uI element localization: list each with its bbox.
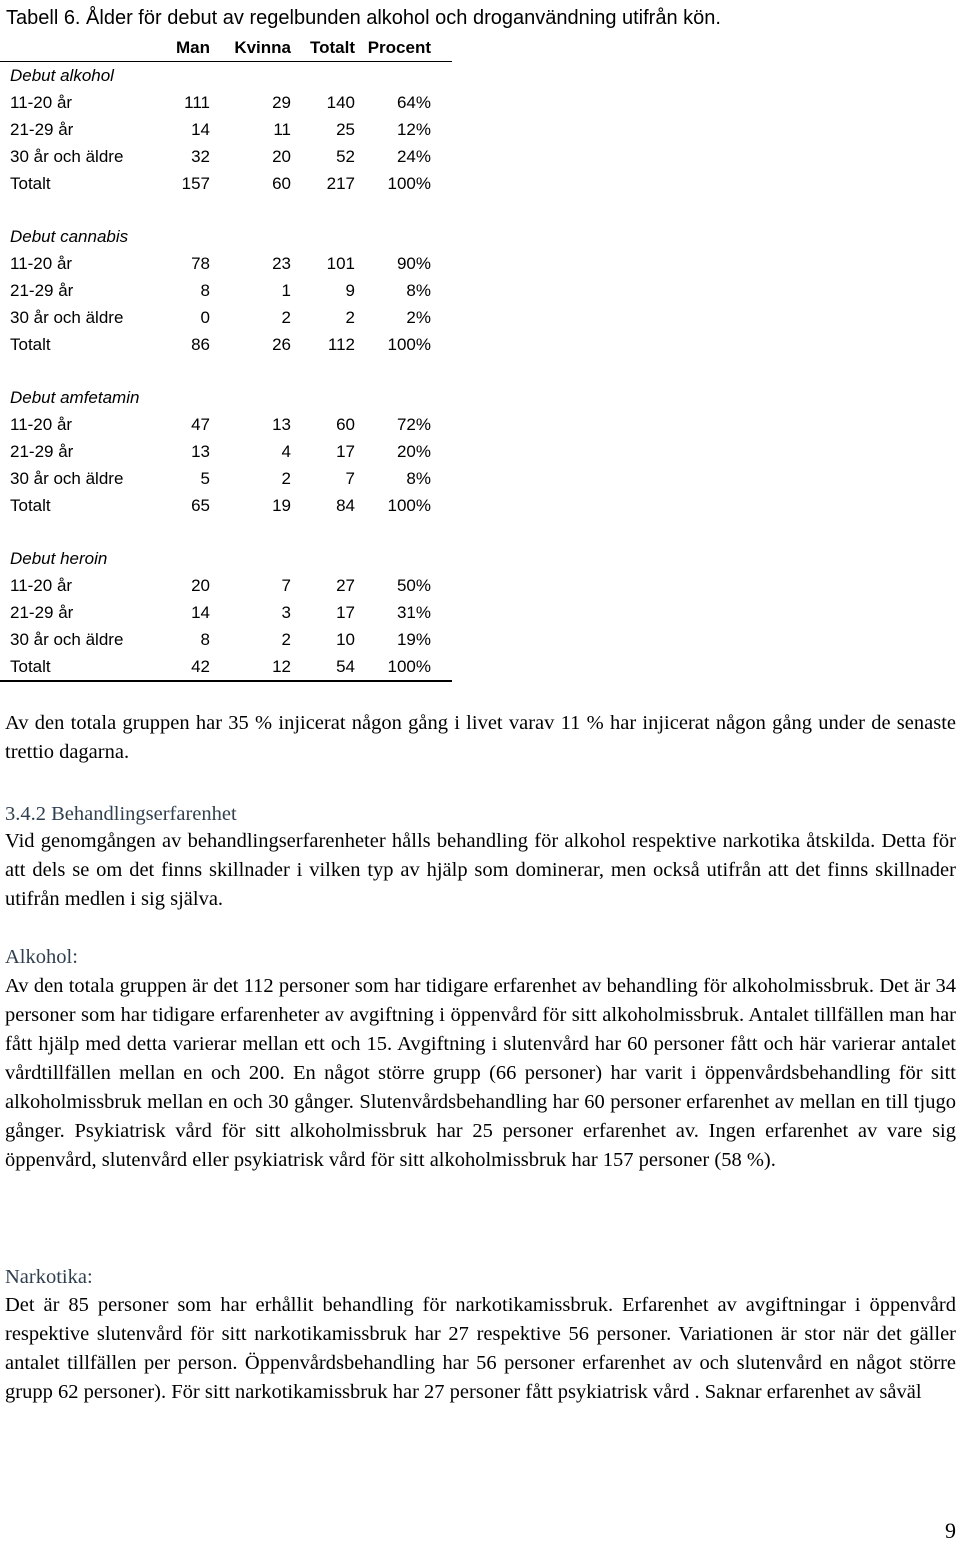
table-cell: 24% xyxy=(396,147,431,166)
row-label: 30 år och äldre xyxy=(10,308,124,327)
table-cell: 20% xyxy=(396,442,431,461)
table-row xyxy=(0,438,452,465)
table-cell: 1 xyxy=(281,281,291,300)
row-label: Totalt xyxy=(10,335,51,354)
table-cell: 7 xyxy=(345,469,355,488)
row-label: 11-20 år xyxy=(10,93,73,112)
table-cell: 2 xyxy=(281,308,291,327)
table-section-title: Debut heroin xyxy=(10,549,108,568)
table-cell: 8% xyxy=(406,281,431,300)
table-cell: 17 xyxy=(336,603,355,622)
row-label: 21-29 år xyxy=(10,442,74,461)
table-row xyxy=(0,465,452,492)
row-label: 30 år och äldre xyxy=(10,147,124,166)
table-cell: 100% xyxy=(387,657,431,676)
row-label: 21-29 år xyxy=(10,281,74,300)
table-section-title-row xyxy=(0,545,452,572)
table-cell: 90% xyxy=(396,254,431,273)
table-cell: 4 xyxy=(281,442,291,461)
table-row xyxy=(0,143,452,170)
table-cell: 19% xyxy=(396,630,431,649)
table-cell: 101 xyxy=(326,254,355,273)
table-row xyxy=(0,116,452,143)
age-debut-table xyxy=(0,34,452,682)
section-spacer xyxy=(0,197,452,223)
intro-paragraph: Vid genomgången av behandlingserfarenheter hålls behandling för alkohol respektive narkotika åtskilda. Detta för att dels se om det finns skillnader i vilken typ av hjälp som dominerar, men också utifrån att det finns skillnader utifrån medlen i sig själva. xyxy=(5,830,956,910)
table-cell: 10 xyxy=(336,630,355,649)
narcotics-paragraph: Det är 85 personer som har erhållit behandling för narkotikamissbruk. Erfarenhet av avgiftningar i öppenvård respektive slutenvård för sitt narkotikamissbruk har 27 respektive 56 personer. Variationen är stor när det gäller antalet tillfällen per person. Öppenvårdsbehandling har 56 personer erfarenhet av och slutenvård en något större grupp 62 personer). För sitt narkotikamissbruk har 27 personer fått psykiatrisk vård . Saknar erfarenhet av såväl xyxy=(5,1294,956,1403)
table-cell: 2% xyxy=(406,308,431,327)
table-cell: 14 xyxy=(191,603,210,622)
table-cell: 11 xyxy=(273,120,291,139)
table-cell: 2 xyxy=(281,469,291,488)
row-label: 21-29 år xyxy=(10,603,74,622)
table-cell: 32 xyxy=(191,147,210,166)
table-cell: 100% xyxy=(387,174,431,193)
table-caption: Tabell 6. Ålder för debut av regelbunden alkohol och droganvändning utifrån kön. xyxy=(6,7,721,29)
table-cell: 72% xyxy=(396,415,431,434)
table-cell: 84 xyxy=(336,496,355,515)
table-cell: 47 xyxy=(191,415,210,434)
table-cell: 27 xyxy=(336,576,355,595)
table-row xyxy=(0,411,452,438)
table-cell: 42 xyxy=(191,657,210,676)
table-cell: 14 xyxy=(191,120,210,139)
table-row xyxy=(0,304,452,331)
table-row xyxy=(0,250,452,277)
table-section-title-row xyxy=(0,62,452,89)
table-cell: 13 xyxy=(272,415,291,434)
table-cell: 8 xyxy=(200,281,210,300)
table-cell: 111 xyxy=(184,93,210,112)
table-cell: 100% xyxy=(387,496,431,515)
table-body xyxy=(0,62,452,682)
table-cell: 2 xyxy=(281,630,291,649)
table-cell: 140 xyxy=(326,93,355,112)
table-cell: 26 xyxy=(272,335,291,354)
table-cell: 217 xyxy=(326,174,355,193)
table-cell: 17 xyxy=(336,442,355,461)
table-row xyxy=(0,277,452,304)
table-section-title: Debut alkohol xyxy=(10,66,114,85)
header-totalt: Totalt xyxy=(309,38,355,57)
narcotics-paragraph-block xyxy=(5,1291,956,1407)
row-label: 21-29 år xyxy=(10,120,74,139)
table-cell: 54 xyxy=(336,657,355,676)
alcohol-paragraph-block xyxy=(5,972,956,1175)
table-row xyxy=(0,626,452,653)
injection-paragraph-block xyxy=(5,709,956,767)
table-row xyxy=(0,599,452,626)
table-cell: 0 xyxy=(200,308,210,327)
header-procent: Procent xyxy=(367,38,431,57)
row-label: 11-20 år xyxy=(10,415,73,434)
row-label: Totalt xyxy=(10,174,51,193)
table-cell: 20 xyxy=(191,576,210,595)
table-cell: 7 xyxy=(281,576,291,595)
table-header-row xyxy=(0,34,452,62)
table-cell: 23 xyxy=(272,254,291,273)
table-cell: 5 xyxy=(200,469,210,488)
row-label: 30 år och äldre xyxy=(10,630,124,649)
row-label: 11-20 år xyxy=(10,254,73,273)
table-row xyxy=(0,170,452,197)
row-label: Totalt xyxy=(10,657,51,676)
table-cell: 60 xyxy=(272,174,291,193)
header-kvinna: Kvinna xyxy=(234,38,291,57)
alcohol-heading: Alkohol: xyxy=(5,946,78,968)
table-cell: 13 xyxy=(191,442,210,461)
table-row xyxy=(0,492,452,519)
table-section-title: Debut amfetamin xyxy=(10,388,140,407)
table-cell: 50% xyxy=(396,576,431,595)
narcotics-heading: Narkotika: xyxy=(5,1266,93,1288)
table-cell: 9 xyxy=(345,281,355,300)
table-section-title-row xyxy=(0,223,452,250)
table-cell: 64% xyxy=(396,93,431,112)
header-man: Man xyxy=(176,38,210,57)
table-cell: 78 xyxy=(191,254,210,273)
table-cell: 12% xyxy=(396,120,431,139)
section-spacer xyxy=(0,519,452,545)
table-row xyxy=(0,572,452,599)
table-cell: 8 xyxy=(200,630,210,649)
table-cell: 31% xyxy=(396,603,431,622)
table-row xyxy=(0,331,452,358)
table-cell: 2 xyxy=(345,308,355,327)
table-row xyxy=(0,653,452,682)
table-cell: 60 xyxy=(336,415,355,434)
table-cell: 29 xyxy=(272,93,291,112)
table-cell: 112 xyxy=(327,335,355,354)
section-heading: 3.4.2 Behandlingserfarenhet xyxy=(5,803,237,825)
page-number: 9 xyxy=(945,1518,956,1543)
table-section-title-row xyxy=(0,384,452,411)
table-section-title: Debut cannabis xyxy=(10,227,129,246)
table-cell: 25 xyxy=(336,120,355,139)
table-cell: 12 xyxy=(272,657,291,676)
table-cell: 8% xyxy=(406,469,431,488)
table-cell: 100% xyxy=(387,335,431,354)
table-cell: 19 xyxy=(272,496,291,515)
injection-paragraph: Av den totala gruppen har 35 % injicerat någon gång i livet varav 11 % har injicerat någon gång under de senaste trettio dagarna. xyxy=(5,712,956,763)
table-cell: 52 xyxy=(336,147,355,166)
table-cell: 20 xyxy=(272,147,291,166)
table-cell: 65 xyxy=(191,496,210,515)
table-cell: 86 xyxy=(191,335,210,354)
table-row xyxy=(0,89,452,116)
row-label: Totalt xyxy=(10,496,51,515)
alcohol-paragraph: Av den totala gruppen är det 112 personer som har tidigare erfarenhet av behandling för alkoholmissbruk. Det är 34 personer som har tidigare erfarenheter av avgiftning i öppenvård för sitt alkoholmissbruk. Antalet tillfällen man har fått hjälp med detta varierar mellan ett och 15. Avgiftning i slutenvård har 60 personer fått och här varierar antalet vårdtillfällen mellan en och 200. En något större grupp (66 personer) har varit i öppenvårdsbehandling för sitt alkoholmissbruk mellan en och 30 gånger. Slutenvårdsbehandling har 60 personer erfarenhet av mellan en till tjugo gånger. Psykiatrisk vård för sitt alkoholmissbruk har 25 personer erfarenhet av. Ingen erfarenhet av vare sig öppenvård, slutenvård eller psykiatrisk vård för sitt alkoholmissbruk har 157 personer (58 %). xyxy=(5,975,956,1171)
section-spacer xyxy=(0,358,452,384)
intro-paragraph-block xyxy=(5,827,956,914)
row-label: 30 år och äldre xyxy=(10,469,124,488)
row-label: 11-20 år xyxy=(10,576,73,595)
table-cell: 3 xyxy=(281,603,291,622)
table-cell: 157 xyxy=(181,174,210,193)
